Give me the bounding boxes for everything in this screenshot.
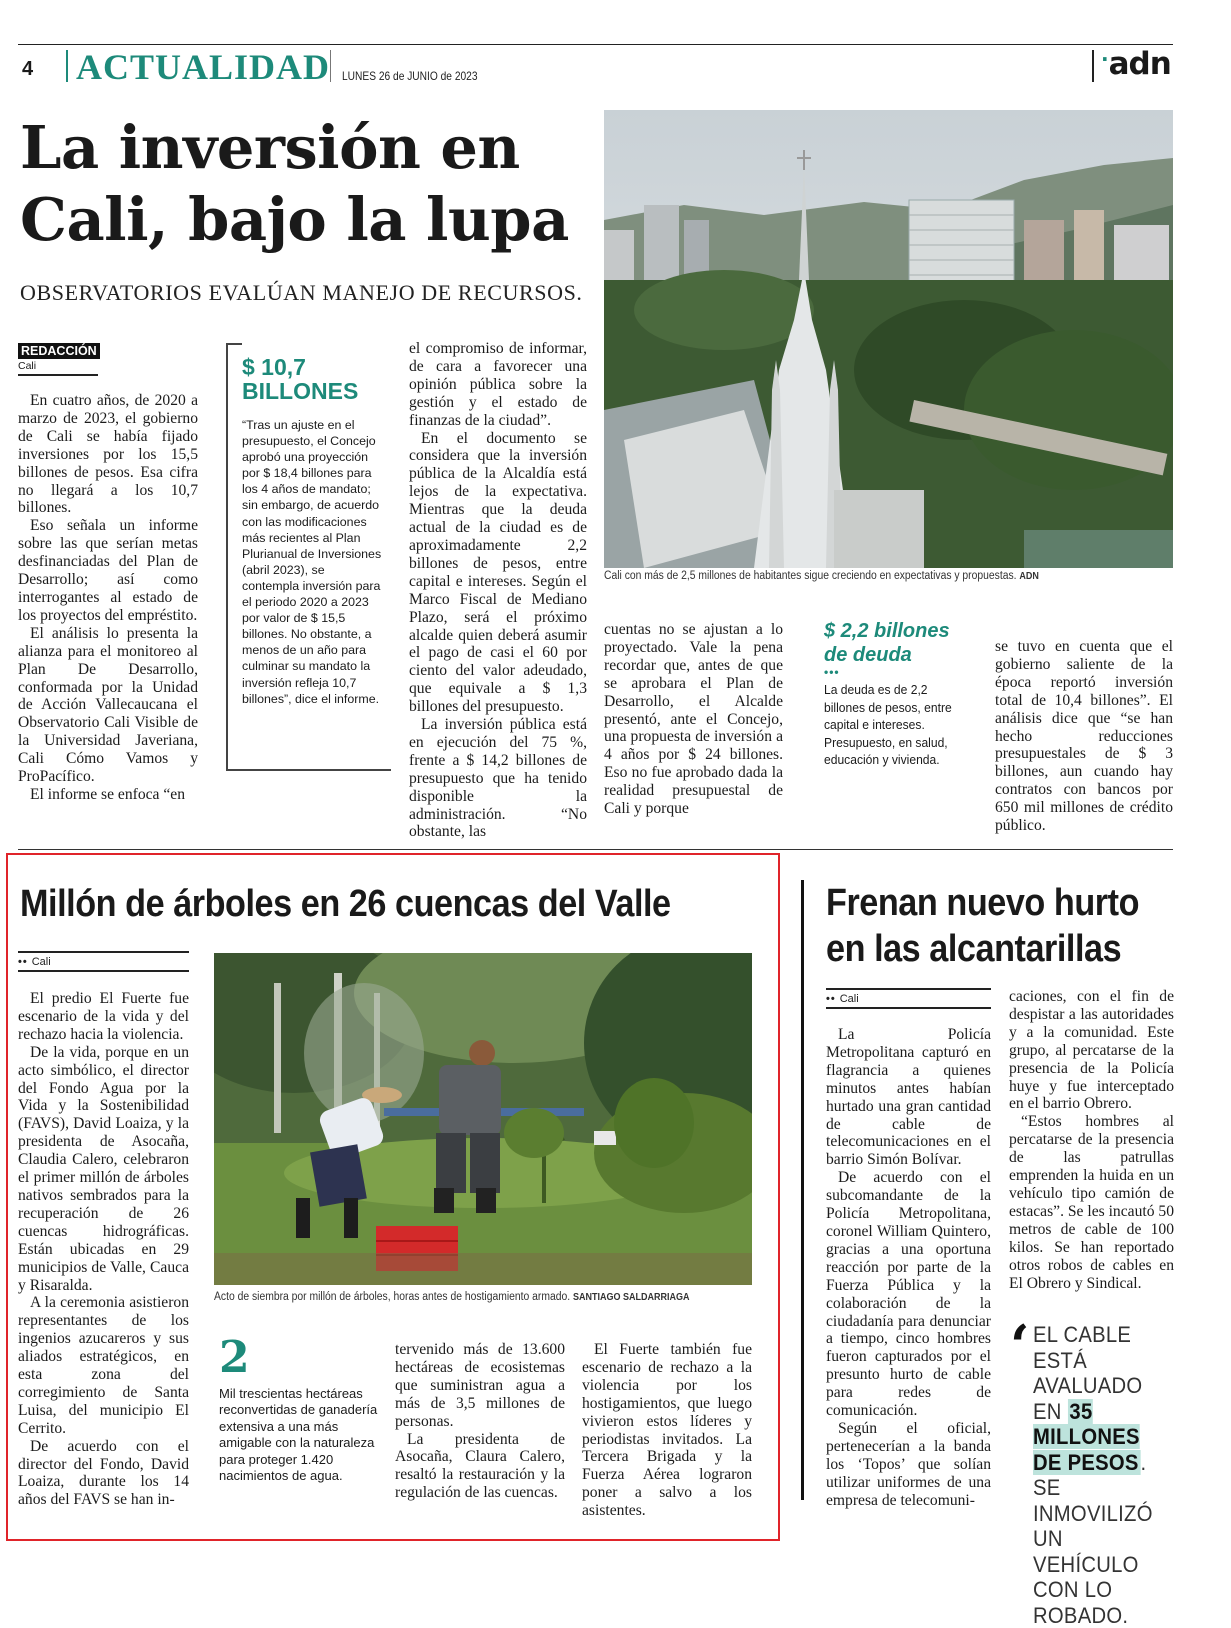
main-col-4 [604, 621, 783, 818]
paragraph: En el documento se considera que la inversión pública de la Alcaldía está lejos de la expectativa. Mientras que la deuda actual de la ciudad es de aproximadamente 2,2 billones de pesos, entre capital e intereses. Según el Marco Fiscal de Mediano Plazo, será el próximo alcalde quien deberá asumir el pago de casi el 60 por ciento del valor adeudado, que equivale a $ 1,3 billones del presupuesto. [409, 429, 587, 716]
callout-number [242, 355, 382, 403]
trees-caption [214, 1291, 754, 1303]
main-subhead: OBSERVATORIOS EVALÚAN MANEJO DE RECURSOS. [20, 280, 583, 305]
church-caption [604, 570, 1162, 582]
header-rule [18, 44, 1173, 45]
byline-location: Cali [18, 360, 98, 376]
paragraph: De acuerdo con el director del Fondo, David Loaiza, durante los 14 años del FAVS se han in- [18, 1437, 189, 1509]
main-col-3 [409, 340, 587, 841]
paragraph: El predio El Fuerte fue escenario de la vida y del rechazo hacia la violencia. [18, 990, 189, 1043]
cable-tagline [826, 988, 991, 1009]
callout-dots: ••• [824, 665, 840, 679]
callout-deuda [824, 619, 974, 769]
paragraph: El análisis lo presenta la alianza para el monitoreo al Plan De Desarrollo, conformada por la Unidad de Acción Vallecaucana el Observatorio Cali Visible de la Universidad Javeriana, Cali Cómo Vamos y ProPacífico. [18, 624, 198, 786]
photo-credit: ADN [1019, 571, 1039, 582]
quote-text: . SE INMOVILIZÓ UN VEHÍCULO CON LO ROBADO. [1033, 1449, 1153, 1628]
column-rule [801, 880, 804, 1500]
paragraph: La inversión pública está en ejecución del 75 %, frente a $ 14,2 billones de presupuesto que ha tenido disponible la administración. “No obstante, las [409, 716, 587, 841]
callout-text: “Tras un ajuste en el presupuesto, el Concejo aprobó una proyección por $ 18,4 billones para los 4 años de mandato; sin embargo, de acuerdo con las modificaciones más recientes al Plan Plurianual de Inversiones (abril 2023), se contempla inversión para el periodo 2020 a 2023 por valor de $ 15,5 billones. No obstante, a menos de un año para culminar su mandato la inversión refleja 10,7 billones”, dice el informe. [242, 418, 382, 706]
section-divider [66, 50, 68, 82]
quote-mark: ‘ [1010, 1313, 1030, 1379]
section-title: ACTUALIDAD [76, 47, 331, 87]
trees-headline: Millón de árboles en 26 cuencas del Valle [20, 883, 671, 925]
paragraph: el compromiso de informar, de cara a favorecer una opinión pública sobre la gestión y el estado de finanzas de la ciudad”. [409, 340, 587, 429]
section-separator [18, 849, 1173, 850]
quote-text: EL CABLE ESTÁ AVALUADO EN [1033, 1322, 1143, 1424]
callout-text: Mil trescientas hectáreas reconvertidas de ganadería extensiva a una más amigable con la naturaleza para proteger 1.420 nacimientos de agua. [219, 1386, 378, 1484]
trees-tagline [18, 951, 189, 972]
paragraph: De acuerdo con el subcomandante de la Policía Metropolitana, coronel William Quintero, gracias a una oportuna reacción por parte de la Fuerza Pública y la colaboración de la ciudadanía para denunciar a tiempo, cinco hombres fueron capturados por el presunto hurto de cable para redes de comunicación. [826, 1169, 991, 1420]
paragraph: “Estos hombres al percatarse de la presencia de las patrullas emprenden la huida en un vehículo tipo camión de estacas”. Se les incautó 50 metros de cable de 100 kilos. Se han reportado otros robos de cables en El Obrero y Sindical. [1009, 1113, 1174, 1292]
date-divider [330, 50, 331, 82]
trees-callout [219, 1334, 379, 1484]
paragraph: La presidenta de Asocaña, Claura Calero, resaltó la restauración y la regulación de las cuencas. [395, 1430, 565, 1502]
photo-credit: SANTIAGO SALDARRIAGA [573, 1292, 690, 1303]
callout-amount: $ 10,7 [242, 354, 306, 380]
paragraph: La Policía Metropolitana capturó en flagrancia a quienes minutos antes habían hurtado una gran cantidad de cable de telecomunicaciones en el barrio Simón Bolívar. [826, 1026, 991, 1169]
planting-illustration [214, 953, 752, 1285]
trees-col-3 [395, 1341, 565, 1502]
paragraph: caciones, con el fin de despistar a las autoridades y a la comunidad. Este grupo, al percatarse de la presencia de la Policía huye y fue interceptado en el barrio Obrero. [1009, 988, 1174, 1113]
paragraph: El informe se enfoca “en [30, 785, 185, 803]
caption-text: Cali con más de 2,5 millones de habitantes sigue creciendo en expectativas y propuestas. [604, 570, 1017, 582]
church-illustration [604, 110, 1173, 568]
callout-text: La deuda es de 2,2 billones de pesos, entre capital e intereses. Presupuesto, en salud, educación y vivienda. [824, 682, 952, 767]
paragraph: Según el oficial, pertenecerían a la banda los ‘Topos’ que solían utilizar uniformes de una empresa de telecomuni- [826, 1419, 991, 1509]
cable-headline: Frenan nuevo hurto en las alcantarillas [826, 882, 1140, 970]
caption-text: Acto de siembra por millón de árboles, horas antes de hostigamiento armado. [214, 1291, 571, 1303]
paragraph: El Fuerte también fue escenario de rechazo a la violencia por los hostigamientos, que luego vivieron estos líderes y periodistas invitados. La Tercera Brigada y la Fuerza Aérea lograron poner a salvo a los asistentes. [582, 1341, 752, 1520]
paragraph: tervenido más de 13.600 hectáreas de ecosistemas que suministran agua a más de 3,5 millones de personas. [395, 1341, 565, 1430]
paragraph: Eso señala un informe sobre las que serían metas desfinanciadas del Plan de Desarrollo; así como interrogantes al estado de los proyectos del empréstito. [18, 517, 198, 624]
paragraph: cuentas no se ajustan a lo proyectado. Vale la pena recordar que, antes de que se aprobara el Plan de Desarrollo, el Alcalde presentó, ante el Concejo, una propuesta de inversión a 4 años por $ 24 billones. Eso no fue aprobado dada la realidad presupuestal de Cali y porque [604, 621, 783, 818]
cable-col-2 [1009, 988, 1174, 1292]
main-col-1 [18, 392, 198, 804]
byline: REDACCIÓN [18, 343, 100, 359]
paragraph: En cuatro años, de 2020 a marzo de 2023, el gobierno de Cali se había fijado inversiones por los 15,5 billones de pesos. Esa cifra no llegará a los 10,7 billones. [18, 392, 198, 517]
callout-title: $ 2,2 billones de deuda [824, 620, 950, 666]
callout-number: 2 [219, 1332, 250, 1383]
tree-planting-photo [214, 953, 752, 1285]
adn-logo: ·adn [1101, 46, 1171, 82]
tag-location: Cali [839, 993, 859, 1005]
quote-highlight: 35 MILLONES DE PESOS [1033, 1398, 1140, 1475]
callout-label: BILLONES [242, 378, 359, 404]
pull-quote [1033, 1322, 1171, 1628]
logo-divider [1092, 50, 1094, 82]
tag-location: Cali [31, 956, 51, 968]
main-headline: La inversión en Cali, bajo la lupa [20, 113, 569, 254]
tag-dots: •• [826, 993, 836, 1005]
paragraph: se tuvo en cuenta que el gobierno saliente de la época reportó inversión total de 10,4 billones”. El análisis dice que “se han hecho reducciones presupuestales de $ 3 billones, aun cuando hay contratos con bancos por 650 mil millones de crédito público. [995, 638, 1173, 835]
tag-dots: •• [18, 956, 28, 968]
cable-col-1 [826, 1026, 991, 1509]
main-col-6 [995, 638, 1173, 835]
trees-col-4 [582, 1341, 752, 1520]
byline-block [18, 340, 198, 376]
paragraph: A la ceremonia asistieron representantes de los ingenios azucareros y sus aliados estratégicos, en esta zona del corregimiento de Santa Luisa, del municipio El Cerrito. [18, 1294, 189, 1437]
page-number: 4 [22, 58, 34, 80]
paragraph: De la vida, porque en un acto simbólico, el director del Fondo Agua por la Vida y la Sostenibilidad (FAVS), David Loaiza, y la presidenta de Asocaña, Claudia Calero, celebraron el primer millón de árboles nativos sembrados para la recuperación de 26 cuencas hidrográficas. Están ubicadas en 29 municipios de Valle, Cauca y Risaralda. [18, 1043, 189, 1294]
issue-date: LUNES 26 de JUNIO de 2023 [342, 69, 478, 83]
cali-church-photo [604, 110, 1173, 568]
trees-col-1 [18, 990, 189, 1509]
